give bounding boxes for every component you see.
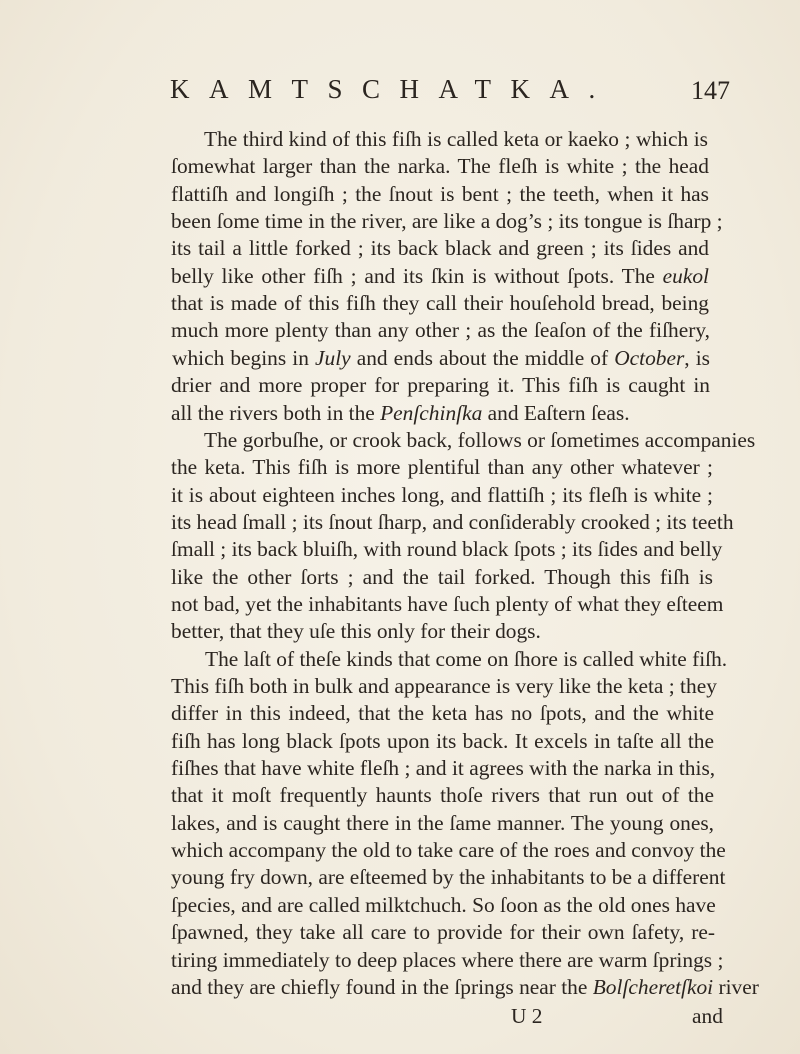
text-line xyxy=(0,562,800,592)
text-line-content: which accompany the old to take care of the roes and convoy the xyxy=(171,838,726,862)
text-line-content: not bad, yet the inhabitants have ſuch plenty of what they eſteem xyxy=(171,592,724,616)
text-line xyxy=(0,534,800,564)
text-line xyxy=(0,124,800,154)
page-header xyxy=(170,74,730,114)
text-line xyxy=(0,425,800,455)
text-line-content: differ in this indeed, that the keta has no ſpots, and the white xyxy=(171,701,714,725)
text-line-content: its tail a little forked ; its back black and green ; its ſides and xyxy=(171,236,709,260)
text-line xyxy=(0,398,800,428)
text-line-content: the keta. This fiſh is more plentiful than any other whatever ; xyxy=(171,455,713,479)
text-line xyxy=(0,151,800,181)
signature-mark: U 2 xyxy=(511,1004,543,1028)
text-line xyxy=(0,480,800,510)
text-line-content: belly like other fiſh ; and its ſkin is without ſpots. The eukol xyxy=(171,264,709,288)
running-head: KAMTSCHATKA. xyxy=(170,74,615,104)
text-line-content: like the other ſorts ; and the tail forked. Though this fiſh is xyxy=(171,565,713,589)
text-line-content: fiſh has long black ſpots upon its back. It excels in taſte all the xyxy=(171,729,714,753)
text-line xyxy=(0,862,800,892)
text-line xyxy=(0,890,800,920)
text-line-content: that is made of this fiſh they call their houſehold bread, being xyxy=(171,291,709,315)
page-number: 147 xyxy=(691,76,730,105)
text-line xyxy=(0,315,800,345)
text-line xyxy=(0,644,800,674)
text-line-content: all the rivers both in the Penſchinſka and Eaſtern ſeas. xyxy=(171,401,630,425)
text-line-content: lakes, and is caught there in the ſame manner. The young ones, xyxy=(171,811,714,835)
text-line-content: which begins in July and ends about the middle of October, is xyxy=(172,346,710,370)
text-line-content: better, that they uſe this only for their dogs. xyxy=(171,619,541,643)
text-line-content: ſpecies, and are called milktchuch. So ſoon as the old ones have xyxy=(171,893,716,917)
text-line xyxy=(0,671,800,701)
text-line-content: its head ſmall ; its ſnout ſharp, and conſiderably crooked ; its teeth xyxy=(171,510,734,534)
text-line-content: been ſome time in the river, are like a dog’s ; its tongue is ſharp ; xyxy=(171,209,723,233)
text-line-content: and they are chiefly found in the ſprings near the Bolſcheretſkoi river xyxy=(171,975,759,999)
text-line-content: The third kind of this fiſh is called keta or kaeko ; which is xyxy=(204,127,708,151)
text-line xyxy=(0,945,800,975)
text-line xyxy=(0,780,800,810)
text-line xyxy=(0,507,800,537)
text-line xyxy=(0,726,800,756)
text-line-content: ſomewhat larger than the narka. The fleſh is white ; the head xyxy=(171,154,709,178)
text-line xyxy=(0,835,800,865)
text-line xyxy=(0,972,800,1002)
text-line xyxy=(0,917,800,947)
text-line-content: flattiſh and longiſh ; the ſnout is bent ; the teeth, when it has xyxy=(171,182,709,206)
text-line xyxy=(0,452,800,482)
text-line-content: it is about eighteen inches long, and flattiſh ; its fleſh is white ; xyxy=(171,483,713,507)
text-line xyxy=(0,179,800,209)
text-line xyxy=(0,233,800,263)
text-line-content: tiring immediately to deep places where there are warm ſprings ; xyxy=(171,948,724,972)
text-line-content: fiſhes that have white fleſh ; and it agrees with the narka in this, xyxy=(171,756,716,780)
text-line-content: much more plenty than any other ; as the ſeaſon of the fiſhery, xyxy=(171,318,710,342)
catchword: and xyxy=(692,1004,723,1028)
text-line-content: young fry down, are eſteemed by the inhabitants to be a different xyxy=(171,865,726,889)
text-line-content: ſpawned, they take all care to provide for their own ſafety, re- xyxy=(171,920,715,944)
text-line-content: that it moſt frequently haunts thoſe rivers that run out of the xyxy=(171,783,714,807)
text-line-content: drier and more proper for preparing it. This fiſh is caught in xyxy=(171,373,710,397)
text-line xyxy=(0,370,800,400)
text-line-content: The laſt of theſe kinds that come on ſhore is called white fiſh. xyxy=(205,647,728,671)
text-line xyxy=(0,808,800,838)
text-line xyxy=(0,616,800,646)
text-line xyxy=(0,261,800,291)
text-line xyxy=(0,698,800,728)
text-line-content: This fiſh both in bulk and appearance is very like the keta ; they xyxy=(171,674,717,698)
text-line xyxy=(0,206,800,236)
text-line-content: The gorbuſhe, or crook back, follows or ſometimes accompanies xyxy=(204,428,756,452)
text-line-content: ſmall ; its back bluiſh, with round black ſpots ; its ſides and belly xyxy=(171,537,723,561)
text-line xyxy=(0,589,800,619)
text-line xyxy=(0,343,800,373)
text-line xyxy=(0,288,800,318)
text-line xyxy=(0,753,800,783)
